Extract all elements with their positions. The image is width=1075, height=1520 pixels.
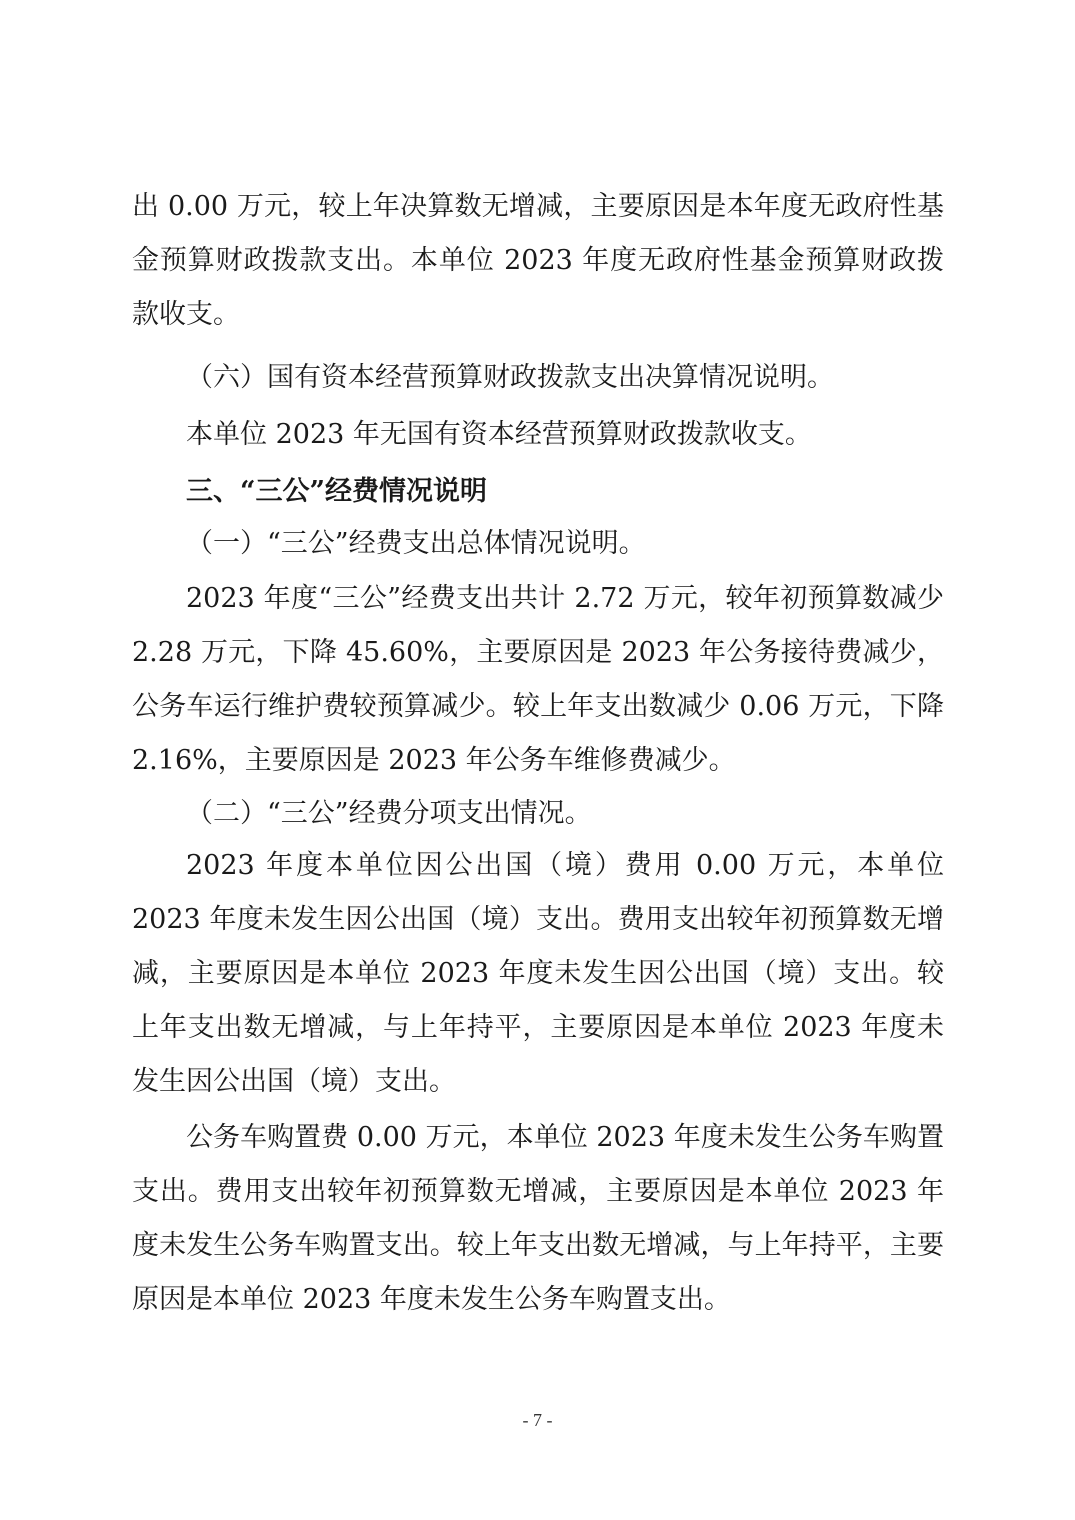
- paragraph-government-fund-continuation: 出 0.00 万元，较上年决算数无增减，主要原因是本年度无政府性基金预算财政拨款支出。本单位 2023 年度无政府性基金预算财政拨款收支。: [132, 191, 944, 330]
- paragraph-three-public-overall: 2023 年度“三公”经费支出共计 2.72 万元，较年初预算数减少 2.28 万元，下降 45.60%，主要原因是 2023 年公务接待费减少，公务车运行维护费较预算减少。较上年支出数减少 0.06 万元，下降 2.16%，主要原因是 2023 年公务车维修费减少。: [132, 583, 944, 776]
- page-number: - 7 -: [522, 1410, 553, 1430]
- subheading-three-public-items: （二）“三公”经费分项支出情况。: [186, 798, 592, 829]
- subheading-three-public-overall: （一）“三公”经费支出总体情况说明。: [186, 528, 646, 559]
- paragraph-state-capital: 本单位 2023 年无国有资本经营预算财政拨款收支。: [186, 419, 812, 450]
- section-heading-state-capital: （六）国有资本经营预算财政拨款支出决算情况说明。: [186, 362, 834, 393]
- paragraph-vehicle-purchase: 公务车购置费 0.00 万元，本单位 2023 年度未发生公务车购置支出。费用支出较年初预算数无增减，主要原因是本单位 2023 年度未发生公务车购置支出。较上年支出数无增减，与上年持平，主要原因是本单位 2023 年度未发生公务车购置支出。: [132, 1122, 944, 1315]
- paragraph-overseas-travel: 2023 年度本单位因公出国（境）费用 0.00 万元，本单位 2023 年度未发生因公出国（境）支出。费用支出较年初预算数无增减，主要原因是本单位 2023 年度未发生因公出国（境）支出。较上年支出数无增减，与上年持平，主要原因是本单位 2023 年度未发生因公出国（境）支出。: [132, 850, 944, 1097]
- section-heading-three-public: 三、“三公”经费情况说明: [186, 476, 488, 507]
